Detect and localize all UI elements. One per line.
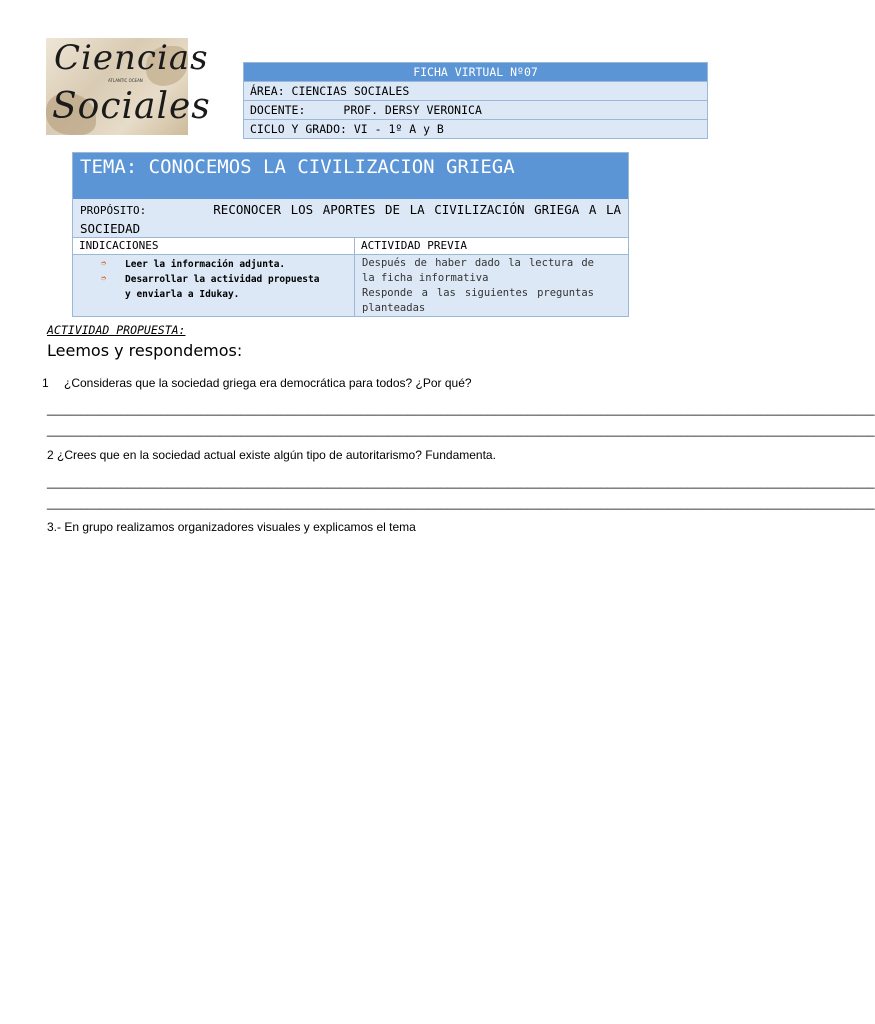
indicacion-text: Desarrollar la actividad propuesta (125, 274, 320, 285)
ficha-header: FICHA VIRTUAL Nº07 (244, 63, 708, 82)
question-2: 2 ¿Crees que en la sociedad actual existe algún tipo de autoritarismo? Fundamenta. (47, 448, 496, 462)
docente-label: DOCENTE: (250, 103, 306, 117)
area-cell: ÁREA: CIENCIAS SOCIALES (244, 82, 708, 101)
actividad-previa-line: Responde a las siguientes preguntas planteadas (362, 287, 594, 314)
list-item (101, 257, 354, 272)
ciclo-cell: CICLO Y GRADO: VI - 1º A y B (244, 120, 708, 139)
indicaciones-row (73, 237, 628, 316)
list-item (101, 272, 354, 287)
indicacion-text: y enviarla a Idukay. (125, 289, 240, 300)
actividad-previa-header: ACTIVIDAD PREVIA (355, 238, 628, 255)
proposito (73, 199, 628, 237)
list-item-continuation (101, 287, 354, 302)
actividad-previa-line: Después de haber dado la lectura de la ficha informativa (362, 257, 594, 284)
actividad-previa-column (355, 238, 628, 316)
question-3: 3.- En grupo realizamos organizadores visuales y explicamos el tema (47, 520, 416, 534)
actividad-propuesta-heading: ACTIVIDAD PROPUESTA: (47, 323, 186, 337)
proposito-label: PROPÓSITO: (80, 204, 147, 217)
tema-title: TEMA: CONOCEMOS LA CIVILIZACION GRIEGA (73, 153, 628, 199)
question-text: ¿Consideras que la sociedad griega era democrática para todos? ¿Por qué? (64, 376, 472, 390)
indicacion-text: Leer la información adjunta. (125, 259, 286, 270)
logo-map-text: ATLANTIC OCEAN (108, 78, 143, 83)
answer-line: ____________________________________________________________________________________________________________________________ (47, 496, 875, 510)
answer-line: ____________________________________________________________________________________________________________________________ (47, 475, 875, 489)
ciencias-sociales-logo (46, 38, 211, 135)
question-1 (42, 376, 472, 390)
actividad-previa-text (355, 255, 628, 316)
question-number: 1 (42, 376, 49, 390)
logo-title-line2: Sociales (52, 86, 211, 127)
docente-value: PROF. DERSY VERONICA (343, 103, 482, 117)
tema-box (72, 152, 629, 317)
answer-line: ____________________________________________________________________________________________________________________________ (47, 423, 875, 437)
indicaciones-column (73, 238, 355, 316)
proposito-text: RECONOCER LOS APORTES DE LA CIVILIZACIÓN GRIEGA A LA SOCIEDAD (80, 202, 621, 236)
indicaciones-header: INDICACIONES (73, 238, 354, 255)
answer-line: ____________________________________________________________________________________________________________________________ (47, 402, 875, 416)
leemos-heading: Leemos y respondemos: (47, 341, 243, 360)
docente-cell (244, 101, 708, 120)
logo-title-line1: Ciencias (54, 38, 209, 78)
arrow-bullet-icon: ➮ (101, 274, 107, 284)
arrow-bullet-icon: ➮ (101, 259, 107, 269)
indicaciones-list (73, 255, 354, 302)
ficha-info-table (243, 62, 708, 139)
